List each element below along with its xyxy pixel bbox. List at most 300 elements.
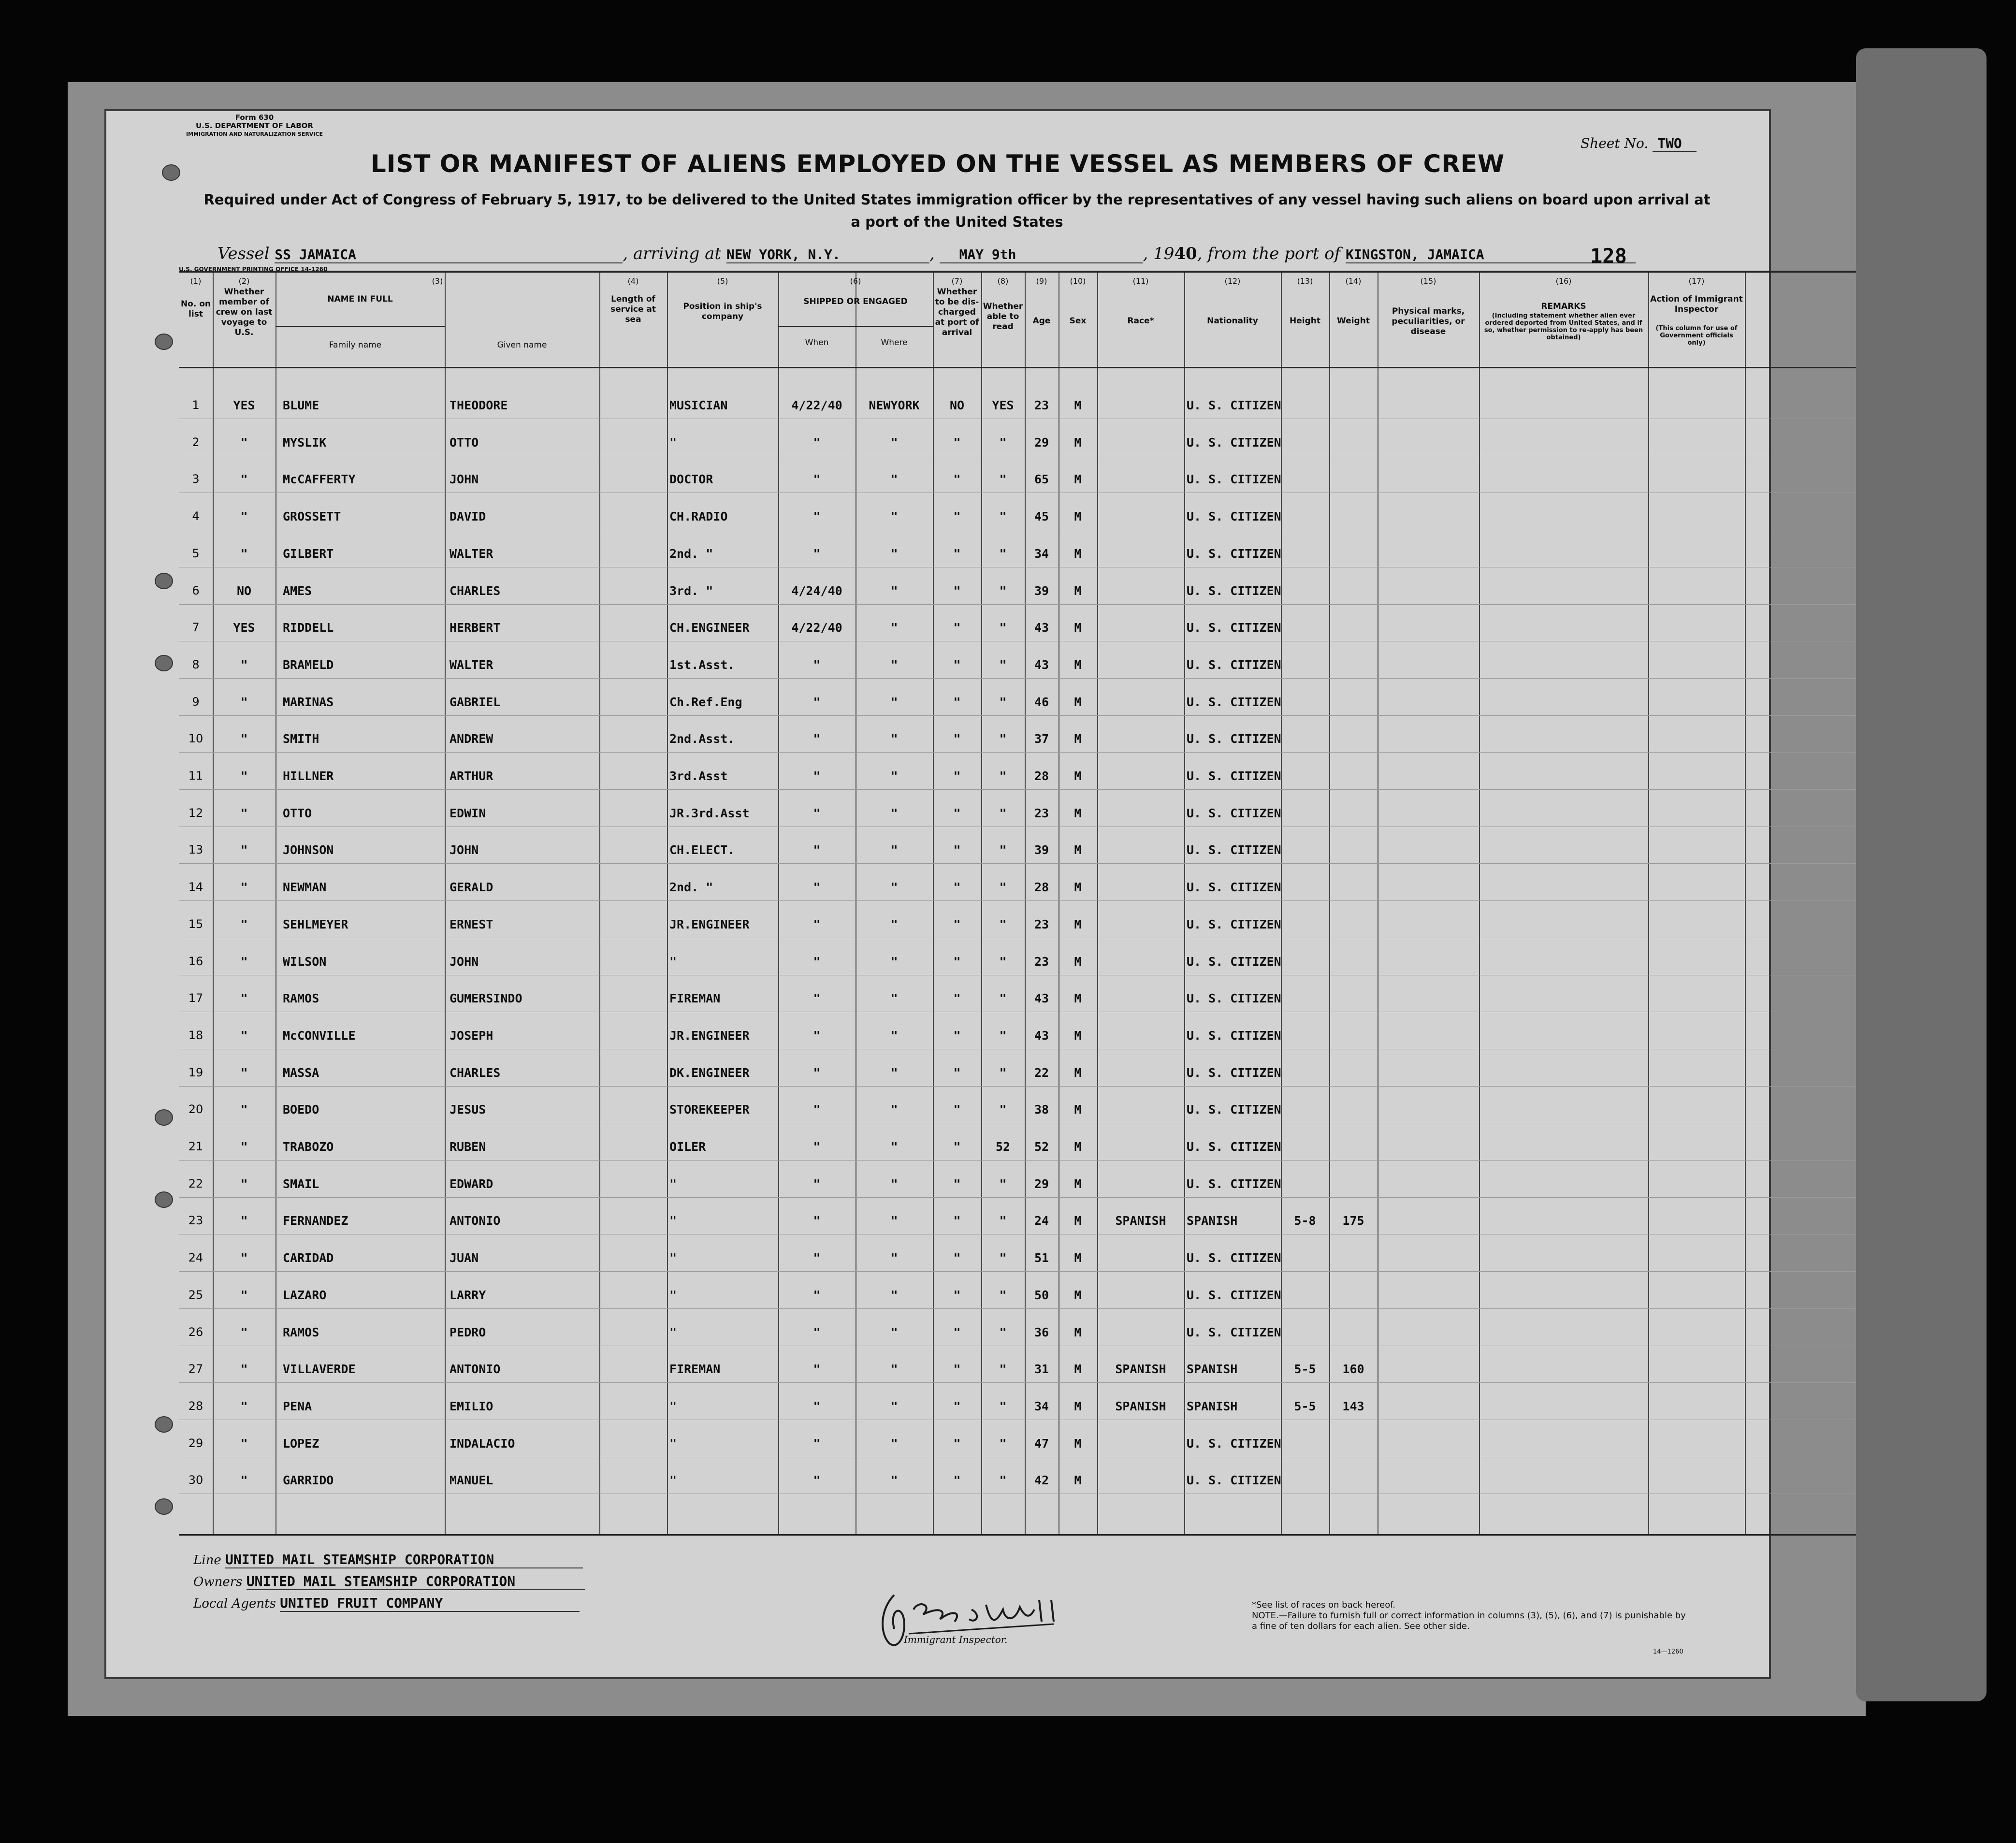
col-num: (5) xyxy=(717,276,728,286)
table-row xyxy=(179,1271,1856,1272)
row-number: 30 xyxy=(188,1473,203,1487)
age-cell: 65 xyxy=(1034,472,1049,487)
able-read-cell: " xyxy=(999,1436,1007,1451)
shipped-when-cell: " xyxy=(813,1176,821,1191)
able-read-cell: " xyxy=(999,843,1007,857)
table-row xyxy=(179,604,1856,605)
shipped-where-cell: " xyxy=(890,1214,898,1228)
row-number: 9 xyxy=(192,695,200,709)
col-divider xyxy=(1329,273,1330,1534)
last-voyage-cell: " xyxy=(240,472,248,487)
nationality-cell: U. S. CITIZEN xyxy=(1187,546,1281,561)
family-name-cell: RIDDELL xyxy=(283,621,334,635)
sex-cell: M xyxy=(1074,546,1082,561)
height-cell: 5-5 xyxy=(1294,1399,1316,1413)
age-cell: 31 xyxy=(1034,1362,1049,1377)
header-remarks-note: (Including statement whether alien ever ordered deported from United States, and if so, whether permission to re-apply has been obtained) xyxy=(1484,312,1643,341)
discharged-cell: " xyxy=(953,695,961,709)
shipped-when-cell: " xyxy=(813,1103,821,1117)
sex-cell: M xyxy=(1074,695,1082,709)
nationality-cell: U. S. CITIZEN xyxy=(1187,695,1281,709)
sex-cell: M xyxy=(1074,732,1082,746)
shipped-where-cell: " xyxy=(890,621,898,635)
shipped-when-cell: " xyxy=(813,1214,821,1228)
shipped-where-cell: " xyxy=(890,1251,898,1265)
able-read-cell: " xyxy=(999,695,1007,709)
col-divider xyxy=(213,273,214,1534)
header-action-note: (This column for use of Government officials only) xyxy=(1655,325,1738,347)
races-note: *See list of races on back hereof. xyxy=(1252,1600,1395,1610)
last-voyage-cell: " xyxy=(240,991,248,1006)
shipped-when-cell: " xyxy=(813,1251,821,1265)
discharged-cell: " xyxy=(953,657,961,672)
row-number: 24 xyxy=(188,1251,203,1265)
discharged-cell: " xyxy=(953,843,961,857)
shipped-when-cell: " xyxy=(813,991,821,1006)
given-name-cell: JOHN xyxy=(450,954,479,969)
table-row xyxy=(179,678,1856,679)
family-name-cell: WILSON xyxy=(283,954,327,969)
nationality-cell: U. S. CITIZEN xyxy=(1187,1103,1281,1117)
owners-label: Owners xyxy=(193,1575,243,1589)
discharged-cell: " xyxy=(953,1103,961,1117)
nationality-cell: U. S. CITIZEN xyxy=(1187,954,1281,969)
discharged-cell: " xyxy=(953,1473,961,1488)
last-voyage-cell: " xyxy=(240,732,248,746)
position-cell: JR.ENGINEER xyxy=(669,1028,750,1043)
family-name-cell: MARINAS xyxy=(283,695,334,709)
service: IMMIGRATION AND NATURALIZATION SERVICE xyxy=(186,131,323,137)
shipped-where-cell: " xyxy=(890,917,898,931)
col-num: (7) xyxy=(951,276,963,286)
sex-cell: M xyxy=(1074,1473,1082,1488)
family-name-cell: AMES xyxy=(283,583,312,598)
weight-cell: 175 xyxy=(1342,1214,1364,1228)
manifest-page xyxy=(106,111,1769,1677)
col-divider xyxy=(1184,273,1185,1534)
print-office: U.S. GOVERNMENT PRINTING OFFICE 14-1260 xyxy=(179,266,328,273)
last-voyage-cell: " xyxy=(240,1399,248,1413)
line-label: Line xyxy=(193,1553,221,1567)
family-name-cell: OTTO xyxy=(283,806,312,820)
header-no-on-list: No. on list xyxy=(180,299,211,319)
sex-cell: M xyxy=(1074,917,1082,931)
shipped-where-cell: " xyxy=(890,1140,898,1154)
header-shipped: SHIPPED OR ENGAGED xyxy=(803,297,908,306)
position-cell: " xyxy=(669,1436,677,1451)
family-name-cell: JOHNSON xyxy=(283,843,334,857)
col-num: (12) xyxy=(1224,276,1241,286)
shipped-when-cell: " xyxy=(813,843,821,857)
given-name-cell: CHARLES xyxy=(450,1065,501,1080)
position-cell: " xyxy=(669,1251,677,1265)
able-read-cell: " xyxy=(999,546,1007,561)
nationality-cell: U. S. CITIZEN xyxy=(1187,1065,1281,1080)
sheet-label: Sheet No. xyxy=(1581,135,1649,151)
nationality-cell: U. S. CITIZEN xyxy=(1187,1288,1281,1302)
nationality-cell: U. S. CITIZEN xyxy=(1187,806,1281,820)
col-num: (15) xyxy=(1420,276,1436,286)
binder-hole xyxy=(155,334,173,350)
header-age: Age xyxy=(1032,316,1051,326)
nationality-cell: U. S. CITIZEN xyxy=(1187,398,1281,412)
shipped-when-cell: " xyxy=(813,1362,821,1377)
shipped-when-cell: " xyxy=(813,695,821,709)
shipped-where-cell: " xyxy=(890,695,898,709)
last-voyage-cell: " xyxy=(240,954,248,969)
col-divider xyxy=(981,273,982,1534)
family-name-cell: MYSLIK xyxy=(283,435,327,450)
position-cell: " xyxy=(669,1399,677,1413)
discharged-cell: " xyxy=(953,880,961,895)
shipped-where-cell: " xyxy=(890,1103,898,1117)
age-cell: 29 xyxy=(1034,1176,1049,1191)
fine-note: NOTE.—Failure to furnish full or correct information in columns (3), (5), (6), and (7) is punishable by a fine of ten dollars for each alien. See other side. xyxy=(1252,1611,1686,1631)
footer-line xyxy=(193,1552,583,1568)
age-cell: 37 xyxy=(1034,732,1049,746)
shipped-where-cell: " xyxy=(890,546,898,561)
given-name-cell: JOHN xyxy=(450,843,479,857)
age-cell: 51 xyxy=(1034,1251,1049,1265)
row-number: 2 xyxy=(192,435,200,449)
col-divider xyxy=(1025,273,1026,1534)
shipped-where-cell: " xyxy=(890,1362,898,1377)
col-divider xyxy=(667,273,668,1534)
discharged-cell: " xyxy=(953,1251,961,1265)
shipped-where-cell: " xyxy=(890,1325,898,1339)
age-cell: 36 xyxy=(1034,1325,1049,1339)
age-cell: 23 xyxy=(1034,917,1049,931)
shipped-where-cell: " xyxy=(890,1028,898,1043)
shipped-when-cell: " xyxy=(813,509,821,524)
nationality-cell: U. S. CITIZEN xyxy=(1187,472,1281,487)
shipped-when-cell: " xyxy=(813,472,821,487)
position-cell: FIREMAN xyxy=(669,1362,721,1377)
able-read-cell: " xyxy=(999,583,1007,598)
shipped-where-cell: " xyxy=(890,991,898,1006)
given-name-cell: RUBEN xyxy=(450,1140,486,1154)
last-voyage-cell: " xyxy=(240,1103,248,1117)
position-cell: JR.3rd.Asst xyxy=(669,806,750,820)
discharged-cell: " xyxy=(953,509,961,524)
position-cell: STOREKEEPER xyxy=(669,1103,750,1117)
position-cell: 3rd. " xyxy=(669,583,713,598)
form-code: 14—1260 xyxy=(1653,1648,1683,1655)
discharged-cell: " xyxy=(953,435,961,450)
race-cell: SPANISH xyxy=(1115,1214,1166,1228)
shipped-where-cell: " xyxy=(890,732,898,746)
last-voyage-cell: " xyxy=(240,546,248,561)
family-name-cell: McCONVILLE xyxy=(283,1028,356,1043)
able-read-cell: " xyxy=(999,1065,1007,1080)
family-name-cell: NEWMAN xyxy=(283,880,327,895)
shipped-where-cell: " xyxy=(890,954,898,969)
position-cell: 2nd. " xyxy=(669,880,713,895)
last-voyage-cell: " xyxy=(240,1362,248,1377)
discharged-cell: " xyxy=(953,1436,961,1451)
given-name-cell: EDWIN xyxy=(450,806,486,820)
header-physical: Physical marks, peculiarities, or disease xyxy=(1392,306,1465,336)
discharged-cell: " xyxy=(953,472,961,487)
sex-cell: M xyxy=(1074,991,1082,1006)
col-num: (3) xyxy=(432,276,443,286)
last-voyage-cell: " xyxy=(240,1214,248,1228)
discharged-cell: " xyxy=(953,1214,961,1228)
sex-cell: M xyxy=(1074,583,1082,598)
position-cell: DOCTOR xyxy=(669,472,713,487)
able-read-cell: " xyxy=(999,1103,1007,1117)
row-number: 28 xyxy=(188,1399,203,1413)
shipped-where-cell: " xyxy=(890,769,898,783)
sex-cell: M xyxy=(1074,880,1082,895)
nationality-cell: U. S. CITIZEN xyxy=(1187,583,1281,598)
nationality-cell: U. S. CITIZEN xyxy=(1187,1140,1281,1154)
position-cell: " xyxy=(669,1473,677,1488)
able-read-cell: " xyxy=(999,806,1007,820)
shipped-where-cell: " xyxy=(890,1436,898,1451)
age-cell: 52 xyxy=(1034,1140,1049,1154)
position-cell: CH.ENGINEER xyxy=(669,621,750,635)
shipped-where-cell: " xyxy=(890,657,898,672)
sex-cell: M xyxy=(1074,1362,1082,1377)
shipped-when-cell: " xyxy=(813,954,821,969)
age-cell: 23 xyxy=(1034,398,1049,412)
header-weight: Weight xyxy=(1337,316,1370,326)
family-name-cell: HILLNER xyxy=(283,769,334,783)
last-voyage-cell: " xyxy=(240,806,248,820)
given-name-cell: EDWARD xyxy=(450,1176,493,1191)
from-port-value: KINGSTON, JAMAICA xyxy=(1346,247,1636,263)
able-read-cell: " xyxy=(999,657,1007,672)
height-cell: 5-5 xyxy=(1294,1362,1316,1377)
discharged-cell: " xyxy=(953,1399,961,1413)
shipped-where-cell: " xyxy=(890,1065,898,1080)
able-read-cell: " xyxy=(999,472,1007,487)
height-cell: 5-8 xyxy=(1294,1214,1316,1228)
page-title: LIST OR MANIFEST OF ALIENS EMPLOYED ON THE VESSEL AS MEMBERS OF CREW xyxy=(370,150,1505,178)
nationality-cell: U. S. CITIZEN xyxy=(1187,435,1281,450)
age-cell: 50 xyxy=(1034,1288,1049,1302)
shipped-where-cell: " xyxy=(890,509,898,524)
arriving-value: NEW YORK, N.Y. xyxy=(726,247,929,263)
age-cell: 23 xyxy=(1034,806,1049,820)
nationality-cell: SPANISH xyxy=(1187,1399,1238,1413)
given-name-cell: ARTHUR xyxy=(450,769,493,783)
row-number: 7 xyxy=(192,621,200,635)
col-num: (2) xyxy=(238,276,250,286)
col-num: (9) xyxy=(1036,276,1047,286)
header-rule xyxy=(179,367,1856,368)
able-read-cell: " xyxy=(999,1028,1007,1043)
family-name-cell: LAZARO xyxy=(283,1288,327,1302)
shipped-when-cell: " xyxy=(813,435,821,450)
year-value: 40 xyxy=(1174,244,1197,263)
binder-hole xyxy=(155,573,173,589)
age-cell: 42 xyxy=(1034,1473,1049,1488)
arriving-label: , arriving at xyxy=(623,244,722,263)
row-number: 6 xyxy=(192,583,200,597)
race-cell: SPANISH xyxy=(1115,1399,1166,1413)
header-race: Race* xyxy=(1127,316,1154,326)
shipped-when-cell: " xyxy=(813,806,821,820)
last-voyage-cell: " xyxy=(240,1065,248,1080)
row-number: 25 xyxy=(188,1288,203,1302)
col-divider xyxy=(1281,273,1282,1534)
position-cell: OILER xyxy=(669,1140,706,1154)
header-where: Where xyxy=(881,338,908,348)
shipped-where-cell: " xyxy=(890,435,898,450)
shipped-where-cell: " xyxy=(890,806,898,820)
age-cell: 46 xyxy=(1034,695,1049,709)
sex-cell: M xyxy=(1074,435,1082,450)
row-number: 5 xyxy=(192,546,200,560)
discharged-cell: " xyxy=(953,621,961,635)
row-number: 27 xyxy=(188,1362,203,1376)
sex-cell: M xyxy=(1074,1399,1082,1413)
family-name-cell: BOEDO xyxy=(283,1103,319,1117)
col-divider xyxy=(599,273,600,1534)
date-value: MAY 9th xyxy=(940,247,1143,263)
shipped-where-cell: " xyxy=(890,1288,898,1302)
shipped-when-cell: " xyxy=(813,657,821,672)
shipped-where-cell: " xyxy=(890,1473,898,1488)
col-num: (6) xyxy=(850,276,861,286)
table-row xyxy=(179,1086,1856,1087)
binder-hole xyxy=(155,1416,173,1433)
sex-cell: M xyxy=(1074,1214,1082,1228)
nationality-cell: U. S. CITIZEN xyxy=(1187,1176,1281,1191)
family-name-cell: CARIDAD xyxy=(283,1251,334,1265)
sex-cell: M xyxy=(1074,806,1082,820)
family-name-cell: GILBERT xyxy=(283,546,334,561)
header-family-name: Family name xyxy=(329,340,382,350)
family-name-cell: BRAMELD xyxy=(283,657,334,672)
given-name-cell: ANDREW xyxy=(450,732,493,746)
discharged-cell: " xyxy=(953,1176,961,1191)
col-num: (11) xyxy=(1132,276,1149,286)
header-last-voyage: Whether member of crew on last voyage to U.S. xyxy=(216,287,273,337)
inspector-caption: Immigrant Inspector. xyxy=(904,1634,1008,1645)
row-number: 13 xyxy=(188,843,203,857)
last-voyage-cell: " xyxy=(240,880,248,895)
shipped-rule xyxy=(778,326,933,327)
able-read-cell: " xyxy=(999,1214,1007,1228)
discharged-cell: " xyxy=(953,1140,961,1154)
able-read-cell: " xyxy=(999,1473,1007,1488)
able-read-cell: " xyxy=(999,1362,1007,1377)
family-name-cell: McCAFFERTY xyxy=(283,472,356,487)
given-name-cell: PEDRO xyxy=(450,1325,486,1339)
weight-cell: 160 xyxy=(1342,1362,1364,1377)
col-divider xyxy=(933,273,934,1534)
header-when: When xyxy=(805,338,829,348)
age-cell: 39 xyxy=(1034,843,1049,857)
table-row xyxy=(179,1160,1856,1161)
shipped-when-cell: " xyxy=(813,917,821,931)
age-cell: 29 xyxy=(1034,435,1049,450)
age-cell: 39 xyxy=(1034,583,1049,598)
age-cell: 34 xyxy=(1034,546,1049,561)
table-row xyxy=(179,863,1856,864)
table-row xyxy=(179,752,1856,753)
family-name-cell: LOPEZ xyxy=(283,1436,319,1451)
position-cell: " xyxy=(669,1288,677,1302)
binder-hole xyxy=(155,1191,173,1208)
given-name-cell: GERALD xyxy=(450,880,493,895)
row-number: 1 xyxy=(192,398,200,412)
given-name-cell: JUAN xyxy=(450,1251,479,1265)
given-name-cell: THEODORE xyxy=(450,398,508,412)
row-number: 26 xyxy=(188,1325,203,1339)
col-divider xyxy=(778,273,779,1534)
shipped-when-cell: " xyxy=(813,1140,821,1154)
header-discharged: Whether to be dis-charged at port of arrival xyxy=(935,287,979,337)
discharged-cell: " xyxy=(953,954,961,969)
able-read-cell: " xyxy=(999,1325,1007,1339)
vessel-value: SS JAMAICA xyxy=(275,247,623,263)
able-read-cell: YES xyxy=(992,398,1014,412)
sheet-value: TWO xyxy=(1653,135,1697,152)
last-voyage-cell: " xyxy=(240,509,248,524)
manifest-table xyxy=(179,271,1856,1536)
able-read-cell: " xyxy=(999,509,1007,524)
form-reference xyxy=(186,114,323,138)
footer-agents xyxy=(193,1595,580,1612)
family-name-cell: SMITH xyxy=(283,732,319,746)
col-num: (13) xyxy=(1297,276,1313,286)
sex-cell: M xyxy=(1074,1288,1082,1302)
header-position: Position in ship's company xyxy=(683,302,762,321)
vessel-label: Vessel xyxy=(218,244,270,263)
age-cell: 28 xyxy=(1034,769,1049,783)
sex-cell: M xyxy=(1074,1325,1082,1339)
header-sex: Sex xyxy=(1069,316,1087,326)
given-name-cell: ERNEST xyxy=(450,917,493,931)
shipped-where-cell: " xyxy=(890,843,898,857)
given-name-cell: GUMERSINDO xyxy=(450,991,522,1006)
shipped-when-cell: " xyxy=(813,1399,821,1413)
able-read-cell: " xyxy=(999,991,1007,1006)
row-number: 19 xyxy=(188,1065,203,1079)
able-read-cell: " xyxy=(999,621,1007,635)
sex-cell: M xyxy=(1074,472,1082,487)
position-cell: DK.ENGINEER xyxy=(669,1065,750,1080)
col-num: (10) xyxy=(1070,276,1086,286)
age-cell: 43 xyxy=(1034,1028,1049,1043)
able-read-cell: 52 xyxy=(995,1140,1011,1154)
discharged-cell: " xyxy=(953,769,961,783)
age-cell: 43 xyxy=(1034,991,1049,1006)
family-name-cell: SEHLMEYER xyxy=(283,917,348,931)
row-number: 3 xyxy=(192,472,200,486)
able-read-cell: " xyxy=(999,954,1007,969)
agents-value: UNITED FRUIT COMPANY xyxy=(280,1595,580,1612)
sex-cell: M xyxy=(1074,657,1082,672)
sex-cell: M xyxy=(1074,1103,1082,1117)
able-read-cell: " xyxy=(999,435,1007,450)
last-voyage-cell: " xyxy=(240,843,248,857)
position-cell: " xyxy=(669,1325,677,1339)
sex-cell: M xyxy=(1074,954,1082,969)
age-cell: 24 xyxy=(1034,1214,1049,1228)
nationality-cell: U. S. CITIZEN xyxy=(1187,509,1281,524)
shipped-when-cell: " xyxy=(813,1473,821,1488)
age-cell: 28 xyxy=(1034,880,1049,895)
row-number: 16 xyxy=(188,954,203,968)
last-voyage-cell: YES xyxy=(233,398,255,412)
nationality-cell: U. S. CITIZEN xyxy=(1187,1325,1281,1339)
given-name-cell: DAVID xyxy=(450,509,486,524)
